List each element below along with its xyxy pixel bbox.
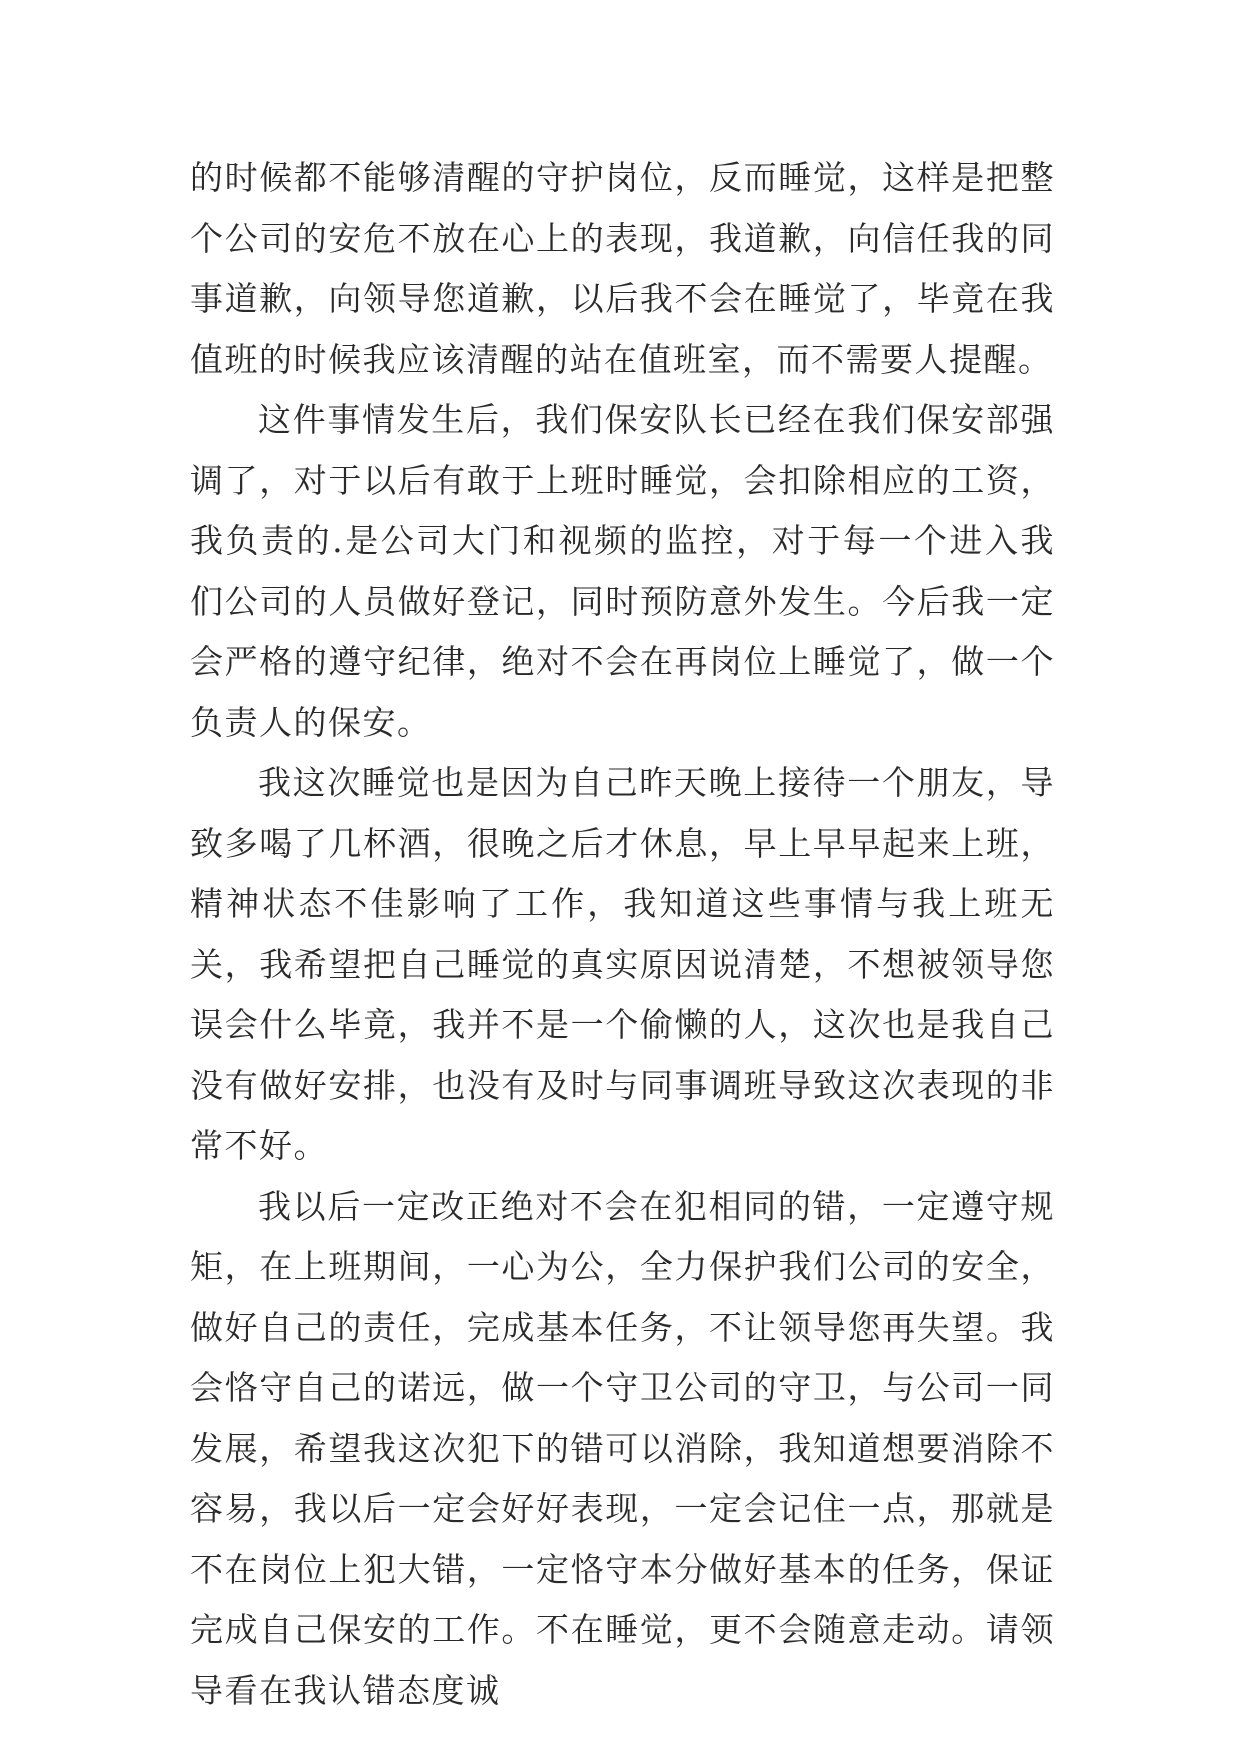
- paragraph: 我这次睡觉也是因为自己昨天晚上接待一个朋友，导致多喝了几杯酒，很晚之后才休息，早上早早起来上班，精神状态不佳影响了工作，我知道这些事情与我上班无关，我希望把自己睡觉的真实原因说清楚，不想被领导您误会什么毕竟，我并不是一个偷懒的人，这次也是我自己没有做好安排，也没有及时与同事调班导致这次表现的非常不好。: [190, 763, 1055, 1165]
- paragraph-continued: 的时候都不能够清醒的守护岗位，反而睡觉，这样是把整个公司的安危不放在心上的表现，我道歉，向信任我的同事道歉，向领导您道歉，以后我不会在睡觉了，毕竟在我值班的时候我应该清醒的站在值班室，而不需要人提醒。: [190, 158, 1055, 379]
- paragraph: 我以后一定改正绝对不会在犯相同的错，一定遵守规矩，在上班期间，一心为公，全力保护我们公司的安全，做好自己的责任，完成基本任务，不让领导您再失望。我会恪守自己的诺远，做一个守卫公司的守卫，与公司一同发展，希望我这次犯下的错可以消除，我知道想要消除不容易，我以后一定会好好表现，一定会记住一点，那就是不在岗位上犯大错，一定恪守本分做好基本的任务，保证完成自己保安的工作。不在睡觉，更不会随意走动。请领导看在我认错态度诚: [190, 1186, 1055, 1710]
- document-body: [190, 148, 1055, 1721]
- paragraph: 这件事情发生后，我们保安队长已经在我们保安部强调了，对于以后有敢于上班时睡觉，会扣除相应的工资，我负责的.是公司大门和视频的监控，对于每一个进入我们公司的人员做好登记，同时预防意外发生。今后我一定会严格的遵守纪律，绝对不会在再岗位上睡觉了，做一个负责人的保安。: [190, 400, 1055, 742]
